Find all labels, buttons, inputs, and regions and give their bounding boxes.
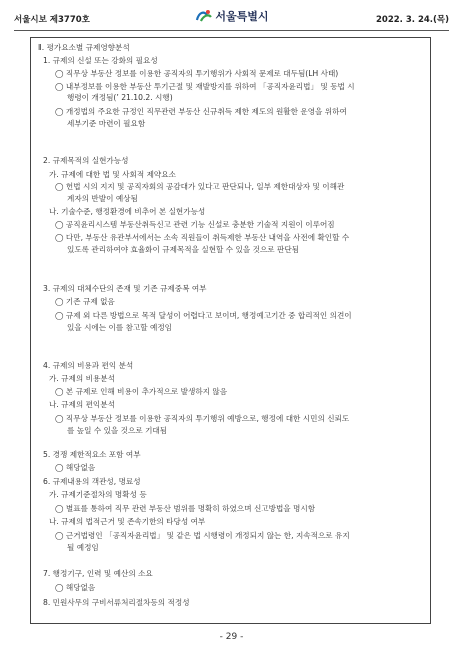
bullet-line: ◯ 해당없음 — [55, 463, 96, 472]
bullet-continuation: 행령이 개정됨(’ 21.10.2. 시행) — [67, 93, 173, 102]
publish-date: 2022. 3. 24.(목) — [376, 15, 449, 25]
bullet-line: ◯ 규제 외 다른 방법으로 목적 달성이 어렵다고 보이며, 행정예고기간 중 합리적인 의견이 — [55, 311, 352, 320]
bullet-line: ◯ 개정법의 주요한 규정인 직무관련 부동산 신규취득 제한 제도의 원활한 운영을 위하여 — [55, 107, 347, 116]
page-number: - 29 - — [219, 632, 244, 642]
bullet-line: ◯ 공직윤리시스템 부동산취득신고 관련 기능 신설로 충분한 기술적 지원이 이루어짐 — [55, 220, 335, 229]
sub-heading: 나. 규제의 법적근거 및 존속기한의 타당성 여부 — [49, 517, 206, 526]
bullet-continuation: 세부기준 마련이 필요함 — [67, 119, 146, 128]
bullet-continuation: 있을 시에는 이를 참고할 예정임 — [67, 323, 173, 332]
item-heading: 5. 경쟁 제한적요소 포함 여부 — [43, 450, 141, 459]
bullet-line: ◯ 본 규제로 인해 비용이 추가적으로 발생하지 않음 — [55, 387, 228, 396]
item-heading: 8. 민원사무의 구비서류처리절차등의 적정성 — [43, 598, 190, 607]
item-heading: 6. 규제내용의 객관성, 명료성 — [43, 477, 141, 486]
gazette-issue: 서울시보 제3770호 — [14, 15, 90, 25]
seoul-logo — [194, 8, 268, 24]
bullet-line: ◯ 직무상 부동산 정보를 이용한 공직자의 투기행위가 사회적 문제로 대두됨(LH 사태) — [55, 69, 339, 78]
item-heading: 2. 규제목적의 실현가능성 — [43, 156, 129, 165]
bullet-continuation: 있도록 관리하여야 효율화이 규제목적을 실현할 수 있을 것으로 판단됨 — [67, 245, 300, 254]
sub-heading: 가. 규제에 대한 법 및 사회적 제약요소 — [49, 170, 176, 179]
item-heading: 7. 행정기구, 인력 및 예산의 소요 — [43, 569, 153, 578]
bullet-line: ◯ 해당없음 — [55, 583, 96, 592]
logo-text: 서울특별시 — [215, 10, 269, 23]
sub-heading: 가. 규제의 비용분석 — [49, 374, 115, 383]
bullet-line: ◯ 헌법 시의 지지 및 공직자회의 공감대가 있다고 판단되나, 일부 제한대상자 및 이해관 — [55, 182, 345, 191]
bullet-line: ◯ 내부정보를 이용한 부동산 투기근절 및 재발방지를 위하여 「공직자윤리법」 및 동법 시 — [55, 82, 355, 91]
section-heading: Ⅱ. 평가요소별 규제영향분석 — [38, 43, 130, 52]
bullet-line: ◯ 근거법령인 「공직자윤리법」 및 같은 법 시행령이 개정되지 않는 한, 지속적으로 유지 — [55, 531, 350, 540]
item-heading: 3. 규제의 대체수단의 존재 및 기존 규제중복 여부 — [43, 284, 207, 293]
bullet-line: ◯ 다만, 부동산 유관부서에서는 소속 직원들이 취득제한 부동산 내역을 사전에 확인할 수 — [55, 233, 350, 242]
page-header — [14, 8, 449, 30]
bullet-line: ◯ 직무상 부동산 정보를 이용한 공직자의 투기행위 예방으로, 행정에 대한 시민의 신뢰도 — [55, 414, 350, 423]
seoul-logo-icon — [194, 9, 212, 23]
bullet-line: ◯ 별표를 통하여 직무 관련 부동산 범위를 명확히 하였으며 신고방법을 명시함 — [55, 504, 316, 513]
item-heading: 1. 규제의 신설 또는 강화의 필요성 — [43, 56, 158, 65]
sub-heading: 나. 규제의 편익분석 — [49, 400, 115, 409]
item-heading: 4. 규제의 비용과 편익 분석 — [43, 361, 134, 370]
header-rule — [14, 30, 449, 31]
bullet-continuation: 를 높일 수 있을 것으로 기대됨 — [67, 426, 168, 435]
bullet-continuation: 될 예정임 — [67, 543, 99, 552]
bullet-line: ◯ 기존 규제 없음 — [55, 297, 115, 306]
bullet-continuation: 계자의 반발이 예상됨 — [67, 194, 138, 203]
content-box — [30, 37, 431, 624]
sub-heading: 나. 기술수준, 행정환경에 비추어 본 실현가능성 — [49, 207, 206, 216]
sub-heading: 가. 규제기준절차의 명확성 등 — [49, 490, 147, 499]
